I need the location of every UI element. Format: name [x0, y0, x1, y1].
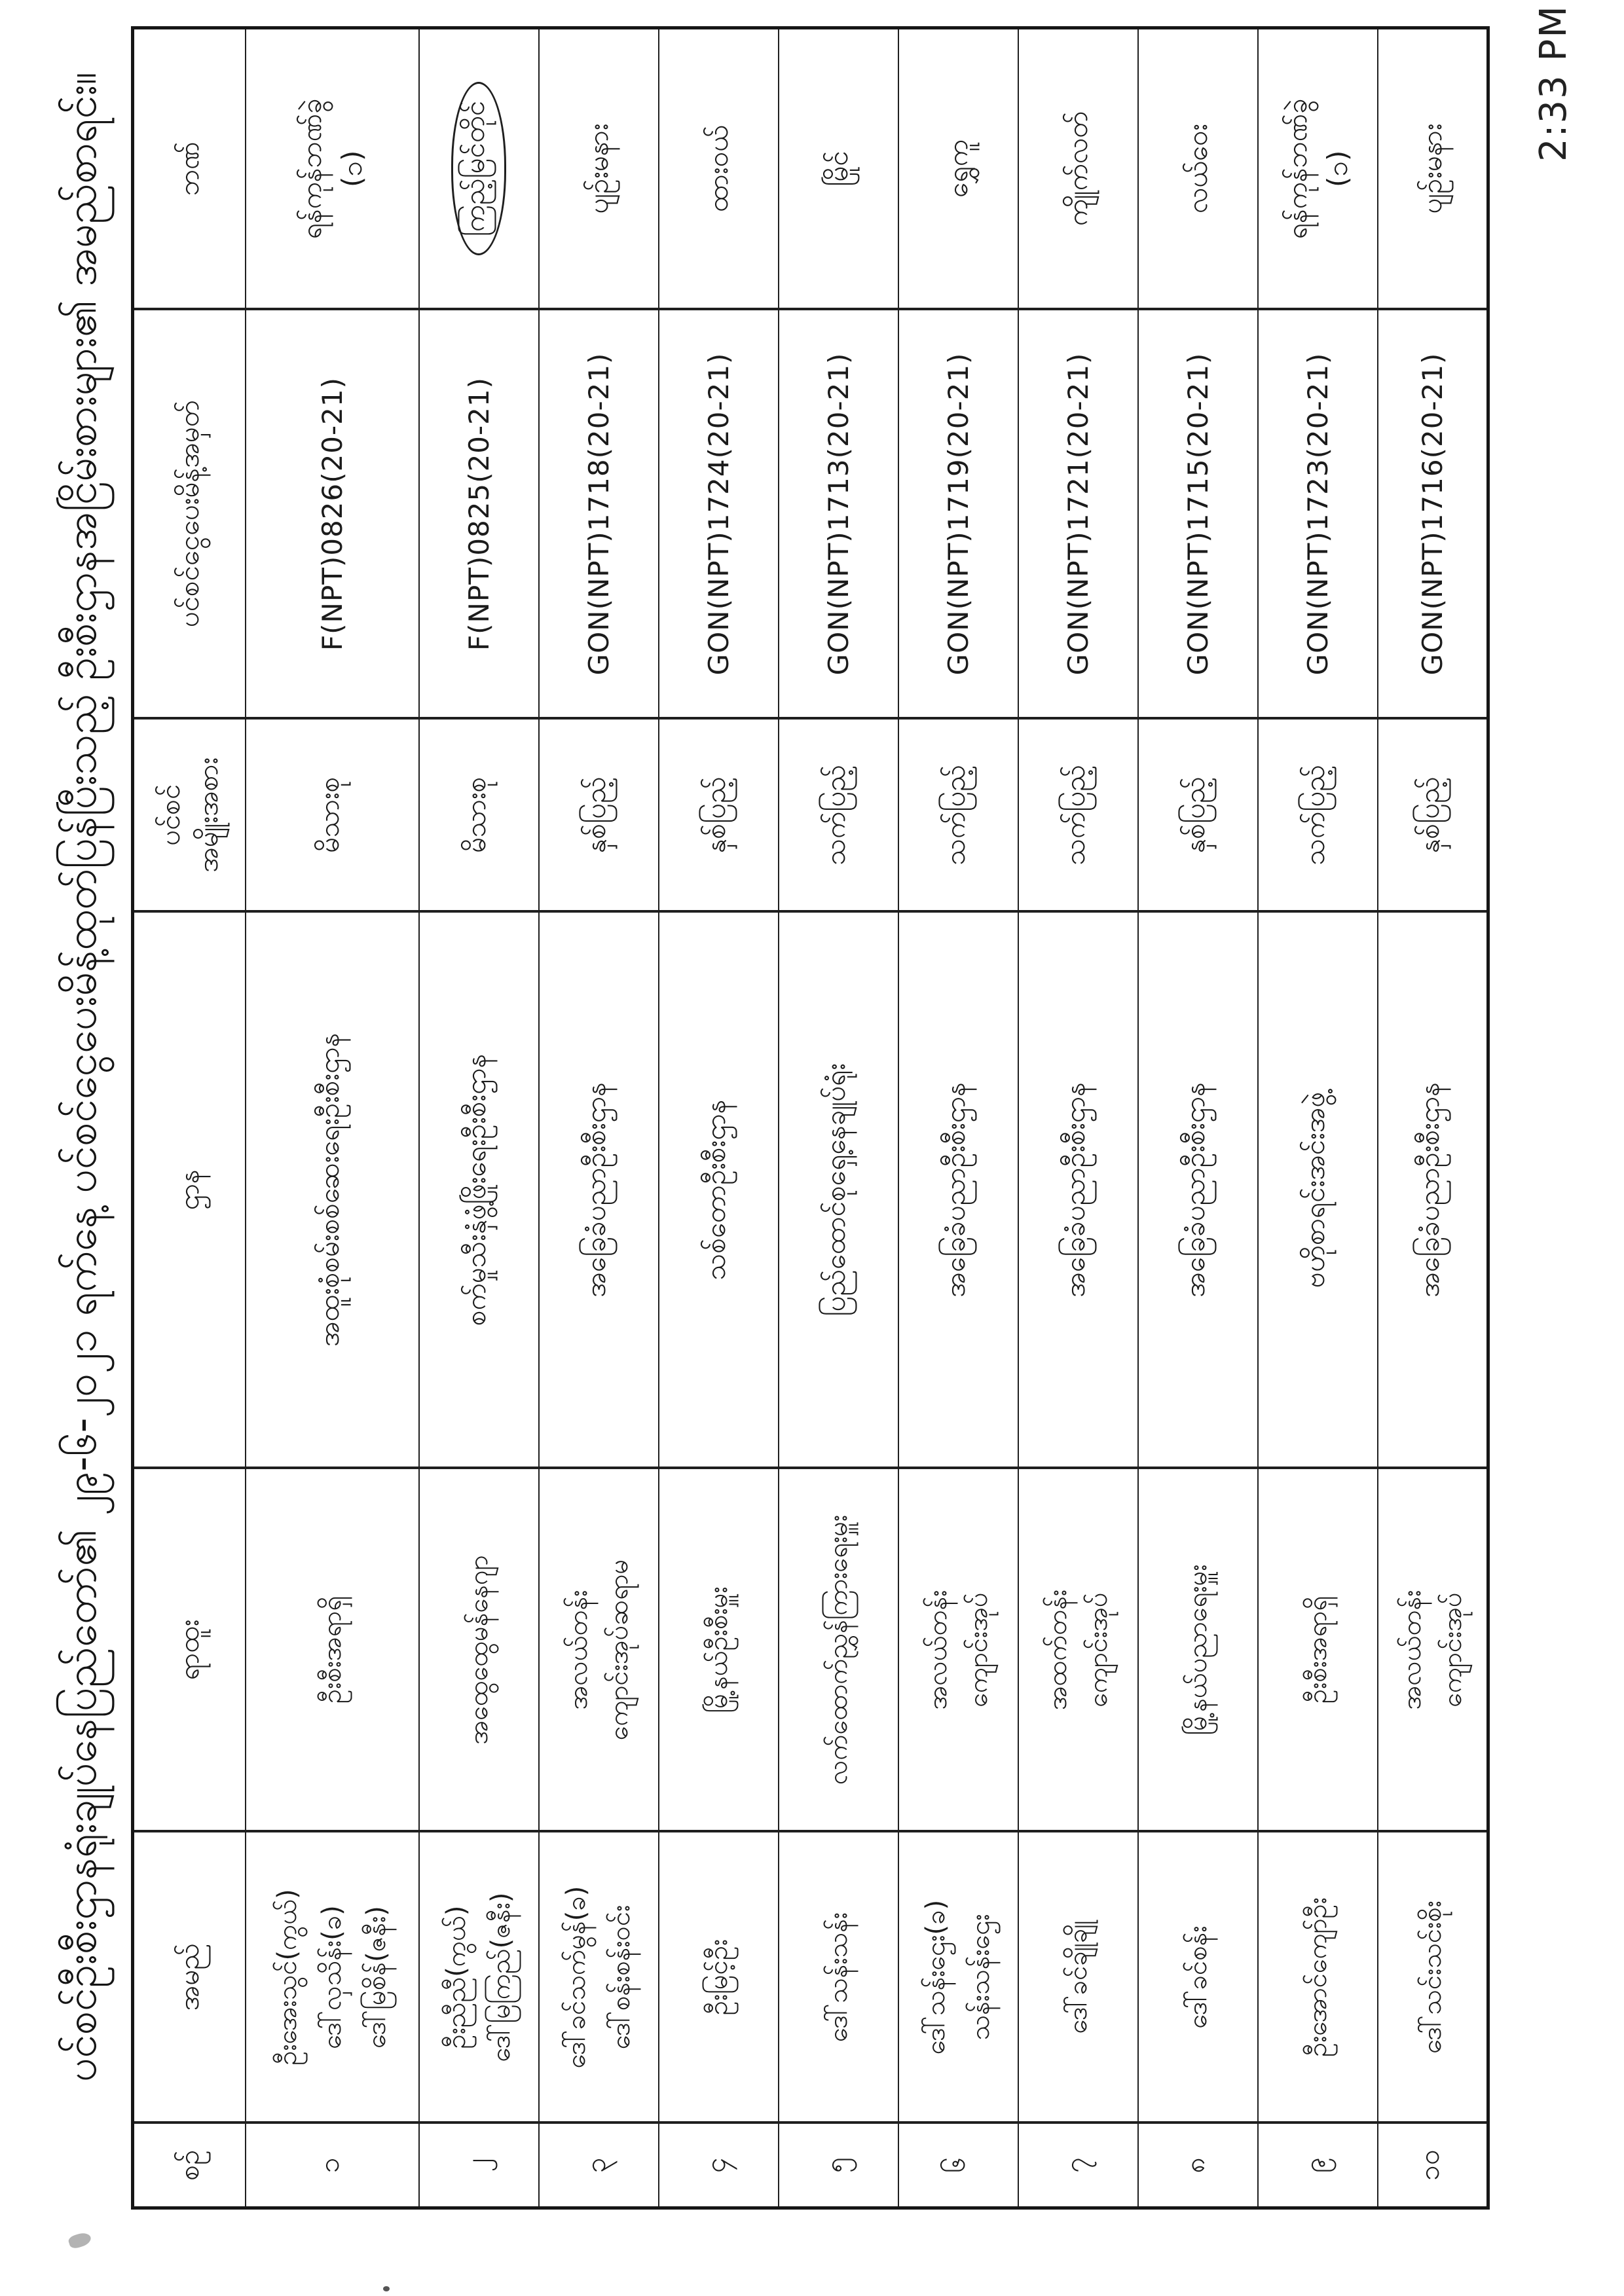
bank-line: ရန်ကုန်ဘဏ်ခွဲ [295, 98, 327, 240]
position-line: ကျောင်းအုပ် [1437, 1592, 1468, 1707]
cell-department: ပြည်ထောင်စုရှေ့နေချုပ်ရုံး [779, 912, 898, 1468]
column-header-bank: ဘဏ် [133, 28, 246, 310]
name-line: ဒေါ်ခင်သက်မွန်(ခ) [561, 1886, 591, 2069]
cell-name [539, 1832, 659, 2123]
cell-name [1018, 1832, 1138, 2123]
position-line: ကျောင်းအုပ် [963, 1592, 993, 1707]
position-line: မြို့နယ်ဦးစီးမှူး [703, 1586, 733, 1713]
cell-pension-type: နှစ်ပြည့် [539, 719, 659, 912]
position-line: ကျောင်းအုပ် [1083, 1592, 1113, 1707]
cell-bank [1018, 28, 1138, 310]
bank-line: ပျဉ်းမနား [1416, 123, 1449, 214]
cell-pension-type: သက်ပြည့် [1018, 719, 1138, 912]
cell-order-no: GON(NPT)1724(20-21) [659, 310, 779, 719]
cell-bank [246, 28, 419, 310]
cell-department: အထူးစုံစမ်းစစ်ဆေးရေးဦးစီးဌာန [246, 912, 419, 1468]
cell-pension-type: နှစ်ပြည့် [1138, 719, 1258, 912]
cell-name [779, 1832, 898, 2123]
bank-line: (၁) [336, 150, 368, 187]
cell-department: ဗဟိုစာရင်းအင်းအဖွဲ့ [1258, 912, 1378, 1468]
bank-line: ကျိုက်လတ် [1061, 111, 1094, 227]
cell-order-no: GON(NPT)1719(20-21) [898, 310, 1018, 719]
cell-position [1138, 1468, 1258, 1832]
name-line: သန်းသန်းဌေး [965, 1914, 995, 2041]
name-line: ဦးအောင်ကျော်ဦး [1302, 1897, 1333, 2057]
position-line: မြို့နယ်ပညာရေးမှူး [1183, 1564, 1213, 1736]
column-header-position: ရာထူး [133, 1468, 246, 1832]
table-row [1378, 28, 1488, 2208]
cell-department: အခြေခံပညာဦးစီးဌာန [1138, 912, 1258, 1468]
cell-order-no: GON(NPT)1713(20-21) [779, 310, 898, 719]
rotated-scan-content [13, 5, 1598, 2229]
cell-pension-type: နှစ်ပြည့် [659, 719, 779, 912]
column-header-name: အမည် [133, 1832, 246, 2123]
cell-position [1258, 1468, 1378, 1832]
cell-serial: ၁၀ [1378, 2123, 1488, 2208]
table-row [898, 28, 1018, 2208]
cell-bank [898, 28, 1018, 310]
cell-name [246, 1832, 419, 2123]
cell-name [419, 1832, 539, 2123]
name-line: ဒေါ်စန်းစန်းဝင်း [606, 1904, 636, 2050]
table-row [419, 28, 539, 2208]
table-row [539, 28, 659, 2208]
cell-position [419, 1468, 539, 1832]
cell-department: စက်မှုသီးနှံဖွံ့ဖြိုးရေးဦးစီးဌာန [419, 912, 539, 1468]
position-line: အထက်တန်း [1043, 1589, 1073, 1711]
position-line: အထွေထွေမန်နေဂျာ [464, 1555, 494, 1745]
header-row [133, 28, 246, 2208]
table-row [779, 28, 898, 2208]
document-title: ပင်စင်ဦးစီးဌာနရုံးချုပ်နေပြည်တော်၏ ၂၉-၆-၂၀၂၁ ရက်နေ့ ပင်စင်ငွေပေးမိန့်ထုတ်ပြန်ပြီးသည့် ဦးစီးဌာနအငြိမ်းစားများ၏ အမည်စာရင်း။ [58, 72, 106, 2082]
bank-line: ရန်ကုန်ဘဏ်ခွဲ [1281, 98, 1313, 240]
cell-position [779, 1468, 898, 1832]
cell-serial: ၅ [779, 2123, 898, 2208]
name-line: ဒေါ်သန်းသန်း [823, 1912, 853, 2043]
cell-serial: ၁ [246, 2123, 419, 2208]
position-line: အလယ်တန်း [1397, 1590, 1428, 1710]
cell-position [246, 1468, 419, 1832]
cell-bank [1138, 28, 1258, 310]
name-line: ဒေါ်သင်းသင်းစိုး [1417, 1901, 1448, 2054]
name-line: ဦးအေးသွင်(ကွယ်) [272, 1889, 303, 2066]
name-line: ဒေါ်သန်းဌေး(ခ) [921, 1899, 951, 2055]
cell-name [1378, 1832, 1488, 2123]
cell-order-no: F(NPT)0826(20-21) [246, 310, 419, 719]
name-line: ဒေါ်မြကြည်(ဇနီး) [486, 1892, 516, 2062]
cell-pension-type: သက်ပြည့် [779, 719, 898, 912]
cell-pension-type: သက်ပြည့် [1258, 719, 1378, 912]
cell-bank [659, 28, 779, 310]
bank-line: မြိုင် [822, 151, 854, 187]
bank-line: (၁) [1321, 150, 1354, 187]
cell-order-no: GON(NPT)1716(20-21) [1378, 310, 1488, 719]
cell-bank [1258, 28, 1378, 310]
position-line: ဦးစီးအရာရှိ [317, 1595, 347, 1704]
cell-name [1258, 1832, 1378, 2123]
position-line: အလယ်တန်း [923, 1590, 953, 1710]
name-line: ဦးညီညီ(ကွယ်) [441, 1905, 471, 2049]
name-line: ဒေါ်လှသိန်း(ခ) [317, 1905, 347, 2049]
table-row [659, 28, 779, 2208]
name-line: ဒေါ်ခင်စန်း [1183, 1925, 1213, 2029]
name-line: ဦးမြင့်ဦး [703, 1939, 733, 2016]
position-line: ကျောင်းအုပ်ဆရာမ [604, 1559, 634, 1741]
cell-serial: ၇ [1018, 2123, 1138, 2208]
pension-list-table [131, 26, 1490, 2210]
column-header-order-no: ပင်စင်ငွေပေးမိန့်အမှတ် [133, 310, 246, 719]
cell-serial: ၂ [419, 2123, 539, 2208]
cell-bank [419, 28, 539, 310]
cell-department: အခြေခံပညာဦးစီးဌာန [898, 912, 1018, 1468]
column-header-pension-type [133, 719, 246, 912]
position-line: လက်ထောက်ညွှန်ကြားရေးမှူး [823, 1514, 853, 1785]
cell-position [539, 1468, 659, 1832]
cell-pension-type: မိသားစု [246, 719, 419, 912]
cell-position [1378, 1468, 1488, 1832]
cell-department: အခြေခံပညာဦးစီးဌာန [1018, 912, 1138, 1468]
name-line: ဒေါ်မြစိန်(ဇနီး) [361, 1906, 392, 2049]
bank-line: ရွှေကူ [942, 139, 974, 198]
cell-order-no: GON(NPT)1715(20-21) [1138, 310, 1258, 719]
cell-bank [539, 28, 659, 310]
cell-department: သစ်တောဦးစီးဌာန [659, 912, 779, 1468]
cell-serial: ၈ [1138, 2123, 1258, 2208]
position-line: အလယ်တန်း [563, 1590, 593, 1710]
cell-name [898, 1832, 1018, 2123]
cell-department: အခြေခံပညာဦးစီးဌာန [1378, 912, 1488, 1468]
scan-smudge-mark [67, 2231, 93, 2250]
cell-pension-type: နှစ်ပြည့် [1378, 719, 1488, 912]
table-row [1138, 28, 1258, 2208]
column-header-serial: စဉ် [133, 2123, 246, 2208]
cell-order-no: GON(NPT)1723(20-21) [1258, 310, 1378, 719]
column-header-department: ဌာန [133, 912, 246, 1468]
position-line: ဦးစီးအရာရှိ [1302, 1595, 1333, 1704]
cell-department: အခြေခံပညာဦးစီးဌာန [539, 912, 659, 1468]
hand-circled-bank-name: ကြည့်မြင်တိုင် [451, 82, 506, 255]
cell-position [659, 1468, 779, 1832]
cell-serial: ၄ [659, 2123, 779, 2208]
bank-line: ထားဝယ် [702, 125, 734, 213]
cell-name [659, 1832, 779, 2123]
cell-order-no: F(NPT)0825(20-21) [419, 310, 539, 719]
table-row [1258, 28, 1378, 2208]
cell-serial: ၃ [539, 2123, 659, 2208]
cell-position [898, 1468, 1018, 1832]
cell-serial: ၉ [1258, 2123, 1378, 2208]
pension-type-header-line1: ပင်စင် [154, 784, 187, 847]
print-timestamp: 2:33 PM [1532, 5, 1575, 162]
cell-order-no: GON(NPT)1721(20-21) [1018, 310, 1138, 719]
cell-name [1138, 1832, 1258, 2123]
name-line: ဒေါ်ခင်ချိုချို [1063, 1920, 1093, 2034]
cell-order-no: GON(NPT)1718(20-21) [539, 310, 659, 719]
table-row [246, 28, 419, 2208]
cell-pension-type: သက်ပြည့် [898, 719, 1018, 912]
cell-position [1018, 1468, 1138, 1832]
pension-type-header-line2: အမျိုးအစား [192, 757, 225, 873]
cell-pension-type: မိသားစု [419, 719, 539, 912]
cell-serial: ၆ [898, 2123, 1018, 2208]
cell-bank [779, 28, 898, 310]
bank-line: ပျဉ်းမနား [582, 123, 614, 214]
table-row [1018, 28, 1138, 2208]
bank-line: လယ်ဝေး [1181, 124, 1213, 214]
cell-bank [1378, 28, 1488, 310]
scan-speck [383, 2286, 390, 2291]
